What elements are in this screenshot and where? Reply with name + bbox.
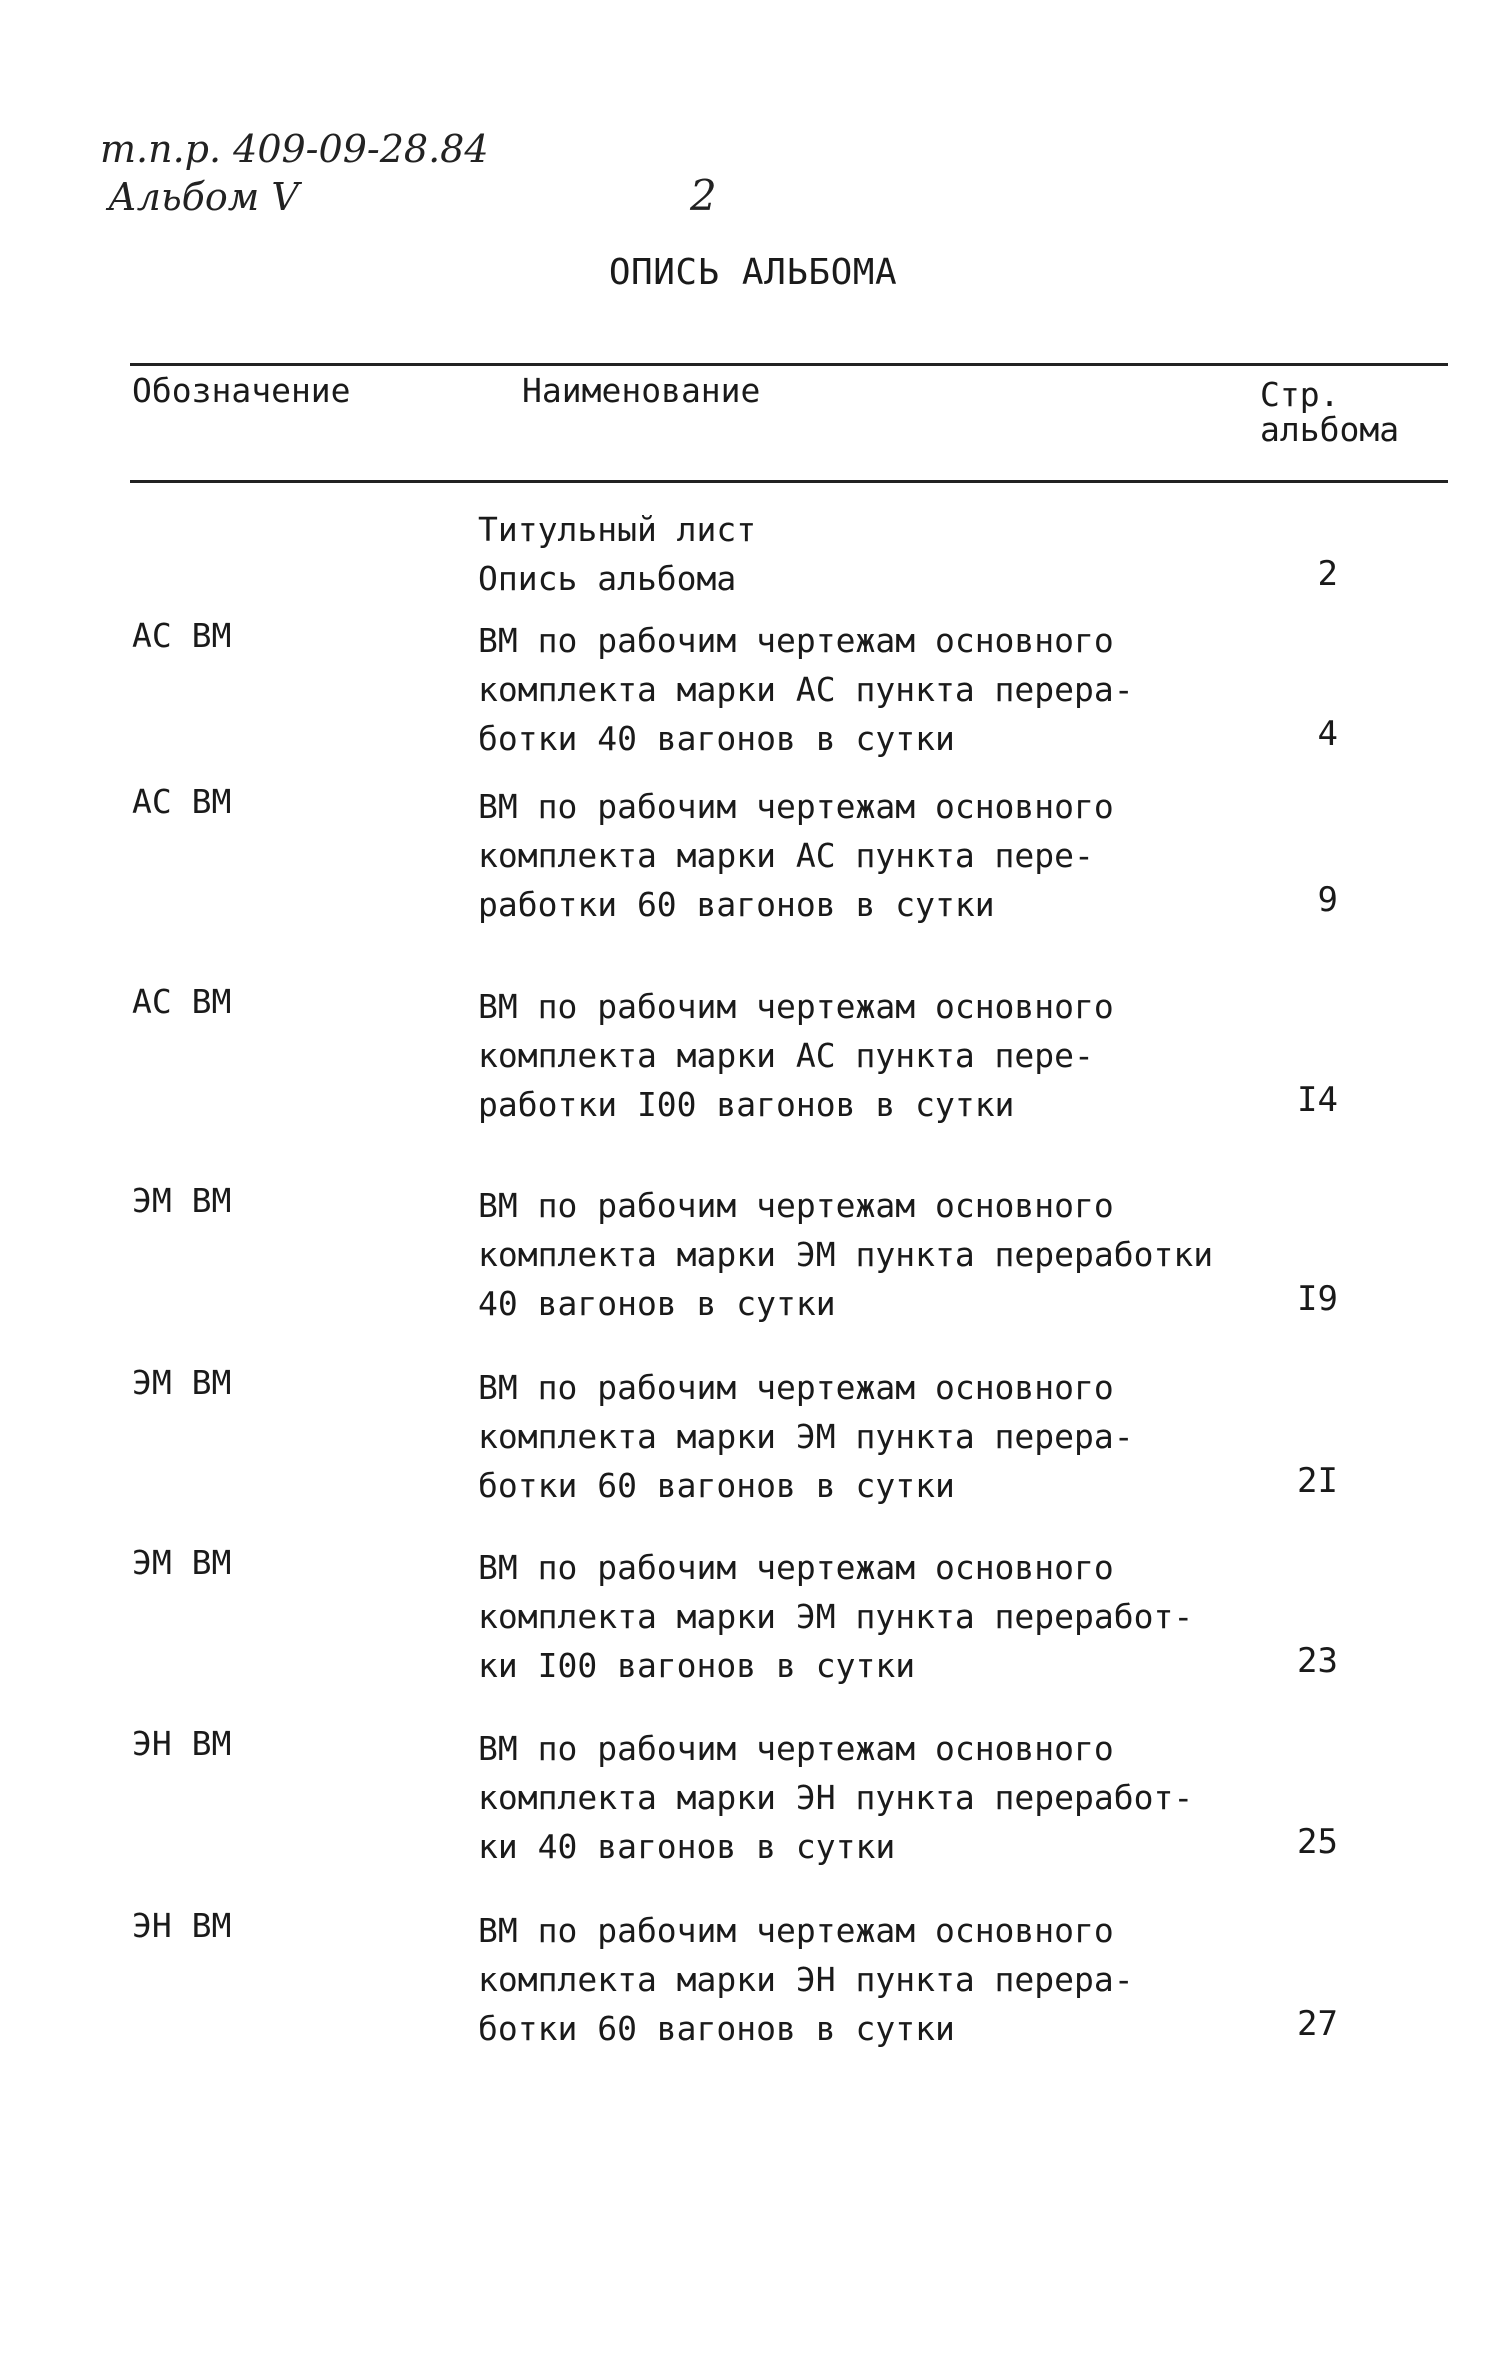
handwritten-album-label: Альбом V (108, 175, 299, 219)
row-name: ВМ по рабочим чертежам основного комплекта марки ЭМ пункта переработ- ки I00 вагонов в сутки (478, 1548, 1194, 1685)
row-code: АС ВМ (132, 616, 232, 655)
row-page: 2I (1297, 1461, 1338, 1501)
row-name: ВМ по рабочим чертежам основного комплекта марки ЭМ пункта переработки 40 вагонов в сутки (478, 1186, 1214, 1323)
row-code: ЭМ ВМ (132, 1181, 232, 1220)
row-name: ВМ по рабочим чертежам основного комплекта марки ЭМ пункта перера- ботки 60 вагонов в сутки (478, 1368, 1134, 1505)
table-top-rule (130, 363, 1448, 366)
row-page: I4 (1297, 1080, 1338, 1120)
row-page: 23 (1297, 1641, 1338, 1681)
document-title: ОПИСЬ АЛЬБОМА (608, 252, 898, 293)
row-name: ВМ по рабочим чертежам основного комплекта марки АС пункта перера- ботки 40 вагонов в сутки (478, 621, 1134, 758)
row-name: ВМ по рабочим чертежам основного комплекта марки АС пункта пере- работки 60 вагонов в сутки (478, 787, 1114, 924)
page-number: 2 (690, 171, 717, 220)
row-name: Титульный лист Опись альбома (478, 510, 757, 598)
row-name: ВМ по рабочим чертежам основного комплекта марки ЭН пункта перера- ботки 60 вагонов в сутки (478, 1911, 1134, 2048)
row-code: ЭМ ВМ (132, 1363, 232, 1402)
row-page: I9 (1297, 1279, 1338, 1319)
row-code: АС ВМ (132, 782, 232, 821)
row-page: 4 (1317, 714, 1338, 754)
row-page: 9 (1317, 880, 1338, 920)
row-code: ЭМ ВМ (132, 1543, 232, 1582)
row-name: ВМ по рабочим чертежам основного комплекта марки АС пункта пере- работки I00 вагонов в сутки (478, 987, 1114, 1124)
table-header-rule (130, 480, 1448, 483)
row-page: 27 (1297, 2004, 1338, 2044)
row-name: ВМ по рабочим чертежам основного комплекта марки ЭН пункта переработ- ки 40 вагонов в сутки (478, 1729, 1194, 1866)
column-header-page: Стр. альбома (1260, 375, 1400, 449)
handwritten-document-code: т.п.р. 409-09-28.84 (100, 127, 489, 171)
row-code: ЭН ВМ (132, 1906, 232, 1945)
row-code: АС ВМ (132, 982, 232, 1021)
column-header-code: Обозначение (132, 371, 351, 410)
row-page: 25 (1297, 1822, 1338, 1862)
row-code: ЭН ВМ (132, 1724, 232, 1763)
row-page: 2 (1317, 554, 1338, 594)
column-header-name: Наименование (522, 371, 761, 410)
